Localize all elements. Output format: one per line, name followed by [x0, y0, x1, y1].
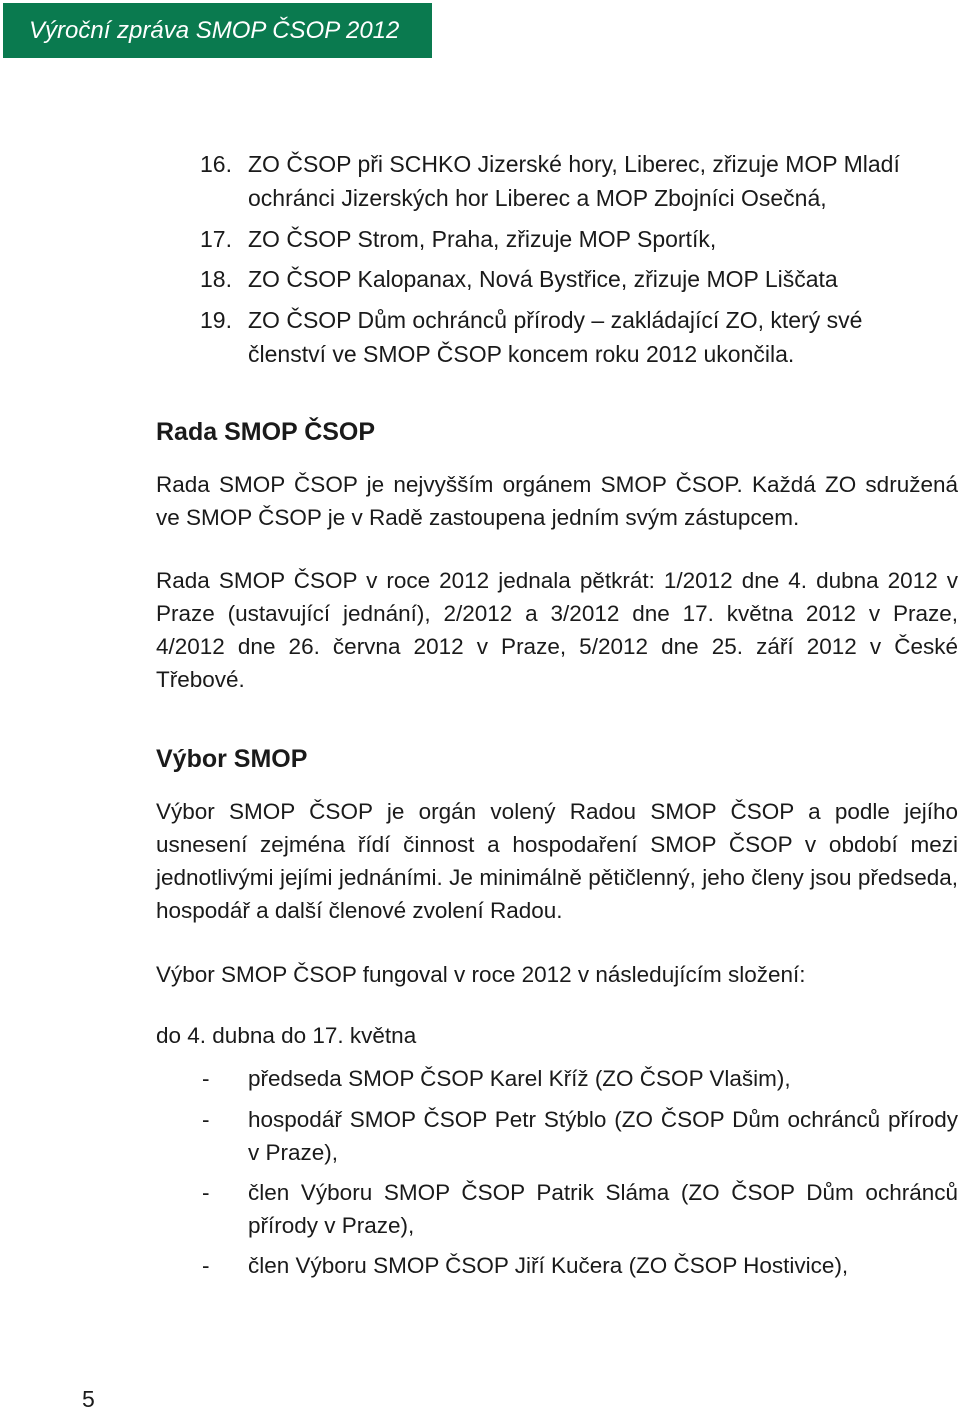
paragraph-rada-meetings: Rada SMOP ČSOP v roce 2012 jednala pětkrát: 1/2012 dne 4. dubna 2012 v Praze (ustavující jednání), 2/2012 a 3/2012 dne 17. května 2012 v Praze, 4/2012 dne 26. června 2012 v Praze, 5/2012 dne 25. září 2012 v České Třebové. — [156, 568, 958, 692]
section-heading-vybor: Výbor SMOP — [156, 745, 308, 773]
list-item — [156, 1062, 958, 1095]
dash-bullet: - — [202, 1107, 210, 1132]
dash-bullet: - — [202, 1180, 210, 1205]
list-item-number: 17. — [200, 226, 232, 252]
list-item — [200, 262, 920, 296]
member-text: člen Výboru SMOP ČSOP Jiří Kučera (ZO ČSOP Hostivice), — [248, 1253, 849, 1278]
member-text: hospodář SMOP ČSOP Petr Stýblo (ZO ČSOP Dům ochránců přírody v Praze), — [248, 1107, 958, 1165]
dash-bullet: - — [202, 1253, 210, 1278]
list-item-number: 16. — [200, 151, 232, 177]
member-text: předseda SMOP ČSOP Karel Kříž (ZO ČSOP Vlašim), — [248, 1066, 791, 1091]
page-number: 5 — [82, 1386, 95, 1412]
list-item — [156, 1103, 958, 1169]
list-item — [200, 147, 920, 215]
document-header-banner: Výroční zpráva SMOP ČSOP 2012 — [3, 3, 432, 58]
list-item-text: ZO ČSOP Strom, Praha, zřizuje MOP Sportík, — [248, 226, 717, 252]
list-item — [200, 303, 920, 371]
paragraph-vybor-intro: Výbor SMOP ČSOP je orgán volený Radou SMOP ČSOP a podle jejího usnesení zejména řídí činnost a hospodaření SMOP ČSOP v období mezi jednotlivými jejími jednáními. Je minimálně pětičlenný, jeho členy jsou předseda, hospodář a další členové zvolení Radou. — [156, 799, 958, 923]
list-item-text: ZO ČSOP Kalopanax, Nová Bystřice, zřizuje MOP Liščata — [248, 266, 838, 292]
dash-bullet: - — [202, 1066, 210, 1091]
list-item-text: ZO ČSOP při SCHKO Jizerské hory, Liberec, zřizuje MOP Mladí ochránci Jizerských hor Liberec a MOP Zbojníci Osečná, — [248, 151, 900, 211]
list-item — [156, 1176, 958, 1242]
paragraph-rada-intro: Rada SMOP ČSOP je nejvyšším orgánem SMOP ČSOP. Každá ZO sdružená ve SMOP ČSOP je v Radě zastoupena jedním svým zástupcem. — [156, 472, 958, 530]
list-item-number: 19. — [200, 307, 232, 333]
list-item — [200, 222, 920, 256]
paragraph-vybor-composition: Výbor SMOP ČSOP fungoval v roce 2012 v následujícím složení: — [156, 962, 806, 987]
section-heading-rada: Rada SMOP ČSOP — [156, 418, 376, 446]
list-item — [156, 1249, 958, 1282]
member-text: člen Výboru SMOP ČSOP Patrik Sláma (ZO ČSOP Dům ochránců přírody v Praze), — [248, 1180, 958, 1238]
list-item-text: ZO ČSOP Dům ochránců přírody – zakládající ZO, který své členství ve SMOP ČSOP koncem roku 2012 ukončila. — [248, 307, 863, 367]
period-label: do 4. dubna do 17. května — [156, 1023, 417, 1048]
list-item-number: 18. — [200, 266, 232, 292]
